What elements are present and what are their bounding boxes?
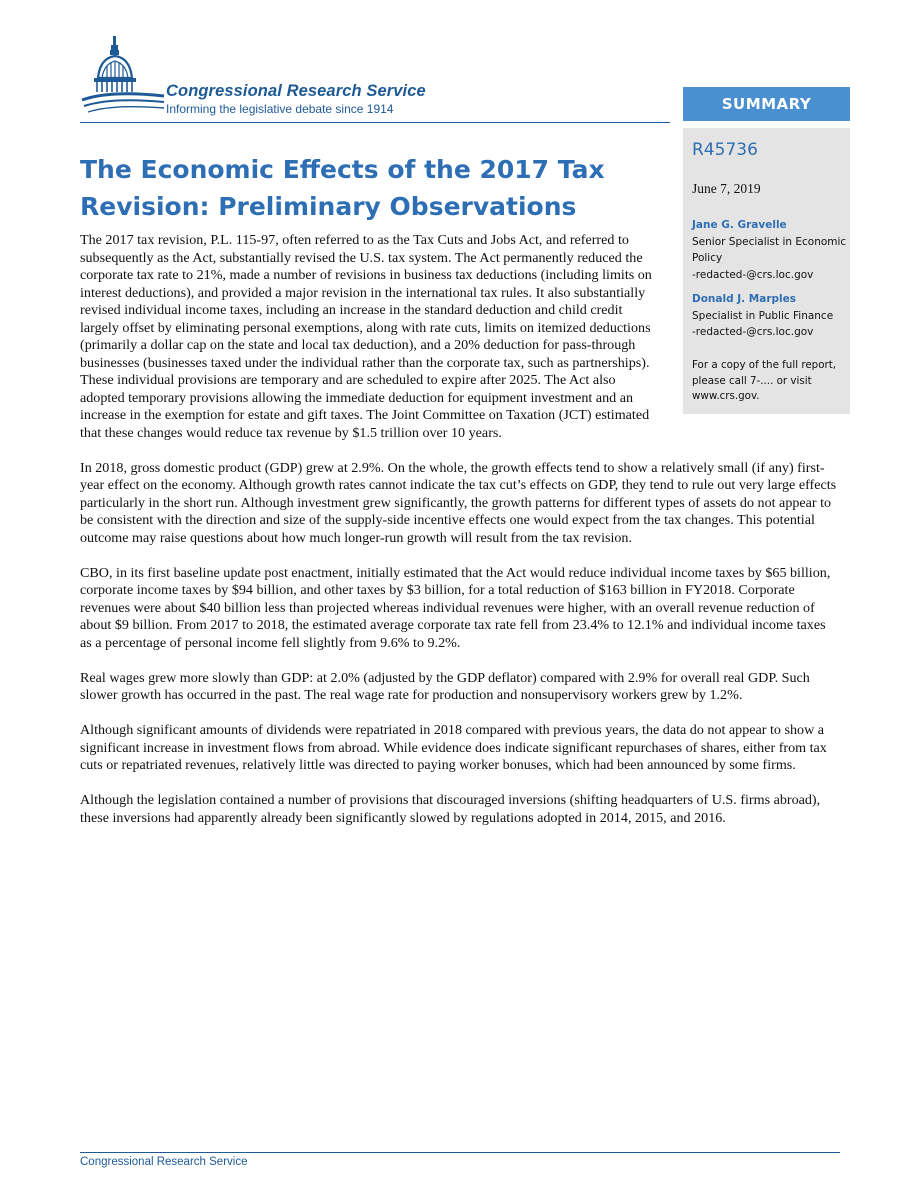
paragraph: In 2018, gross domestic product (GDP) grew at 2.9%. On the whole, the growth effects tend to show a relatively small (if any) first-year effect on the economy. Although growth rates cannot indicate the tax cut’s effects on GDP, they tend to rule out very large effects particularly in the short run. Although investment grew significantly, the growth patterns for different types of assets do not appear to be consistent with the direction and size of the supply-side incentive effects one would expect from the tax changes. This potential outcome may raise questions about how much longer-run growth will result from the tax revision. — [80, 459, 837, 546]
report-date: June 7, 2019 — [692, 181, 761, 196]
author-title: Senior Specialist in Economic Policy — [692, 235, 847, 264]
sidebar-wrap-spacer — [658, 232, 840, 420]
paragraph: Real wages grew more slowly than GDP: at 2.0% (adjusted by the GDP deflator) compared with 2.9% for overall real GDP. Such slower growth has occurred in the past. The real wage rate for production and nonsupervisory workers grew by 1.2%. — [80, 669, 810, 703]
paragraph: CBO, in its first baseline update post enactment, initially estimated that the Act would reduce individual income taxes by $65 billion, corporate income taxes by $94 billion, and other taxes by $3 billion, for a total reduction of $163 billion in FY2018. Corporate revenues were about $40 billion less than projected whereas individual revenues were higher, with an overall revenue reduction of about $9 billion. From 2017 to 2018, the estimated average corporate tax rate fell from 23.4% to 12.1% and individual income taxes as a percentage of personal income fell slightly from 9.6% to 9.2%. — [80, 564, 831, 651]
paragraph: The 2017 tax revision, P.L. 115-97, often referred to as the Tax Cuts and Jobs Act, and referred to subsequently as the Act, substantially revised the U.S. tax system. The Act permanently reduced the corporate tax rate to 21%, made a number of revisions in business tax deductions (including limits on interest deductions), and provided a major revision in the international tax rules. It also substantially revised individual income taxes, including an increase in the standard deduction and child credit largely offset by eliminating personal exemptions, along with rate cuts, limits on itemized deductions (primarily a dollar cap on the state and local tax deduction), and a 20% deduction for pass-through businesses (businesses taxed under the individual rather than the corporate tax, such as partnerships). These individual provisions are temporary and are scheduled to expire after 2025. The Act also adopted temporary provisions allowing the immediate deduction for equipment investment and an increase in the exemption for estate and gift taxes. The Joint Committee on Taxation (JCT) estimated that these changes would reduce tax revenue by $1.5 trillion over 10 years. — [80, 232, 652, 441]
author-title: Specialist in Public Finance — [692, 309, 834, 322]
author-email[interactable]: -redacted-@crs.loc.gov — [692, 268, 814, 281]
page-title: The Economic Effects of the 2017 Tax Revision: Preliminary Observations — [80, 155, 605, 221]
capitol-dome-icon — [80, 34, 166, 120]
paragraph: Although significant amounts of dividends were repatriated in 2018 compared with previous years, the data do not appear to show a significant increase in investment flows from abroad. While evidence does indicate significant repurchases of shares, either from tax cuts or repatriated revenues, relatively little was directed to paying worker bonuses, which had been announced by some firms. — [80, 722, 827, 773]
author-email[interactable]: -redacted-@crs.loc.gov — [692, 326, 814, 338]
footer-divider — [80, 1152, 840, 1153]
author-name: Jane G. Gravelle — [692, 219, 787, 231]
crs-logo — [80, 34, 480, 124]
paragraph: Although the legislation contained a number of provisions that discouraged inversions (shifting headquarters of U.S. firms abroad), these inversions had apparently already been significantly slowed by regulations adopted in 2014, 2015, and 2016. — [80, 792, 821, 826]
footer-text: Congressional Research Service — [80, 1156, 248, 1168]
report-number: R45736 — [692, 140, 758, 160]
summary-label: SUMMARY — [683, 87, 850, 121]
summary-body — [80, 232, 840, 845]
copy-note: For a copy of the full report, please call 7-.... or visit www.crs.gov. — [692, 359, 837, 402]
header-divider — [80, 122, 670, 123]
author-name: Donald J. Marples — [692, 293, 797, 305]
org-tagline: Informing the legislative debate since 1914 — [166, 102, 394, 116]
org-name: Congressional Research Service — [166, 82, 426, 100]
